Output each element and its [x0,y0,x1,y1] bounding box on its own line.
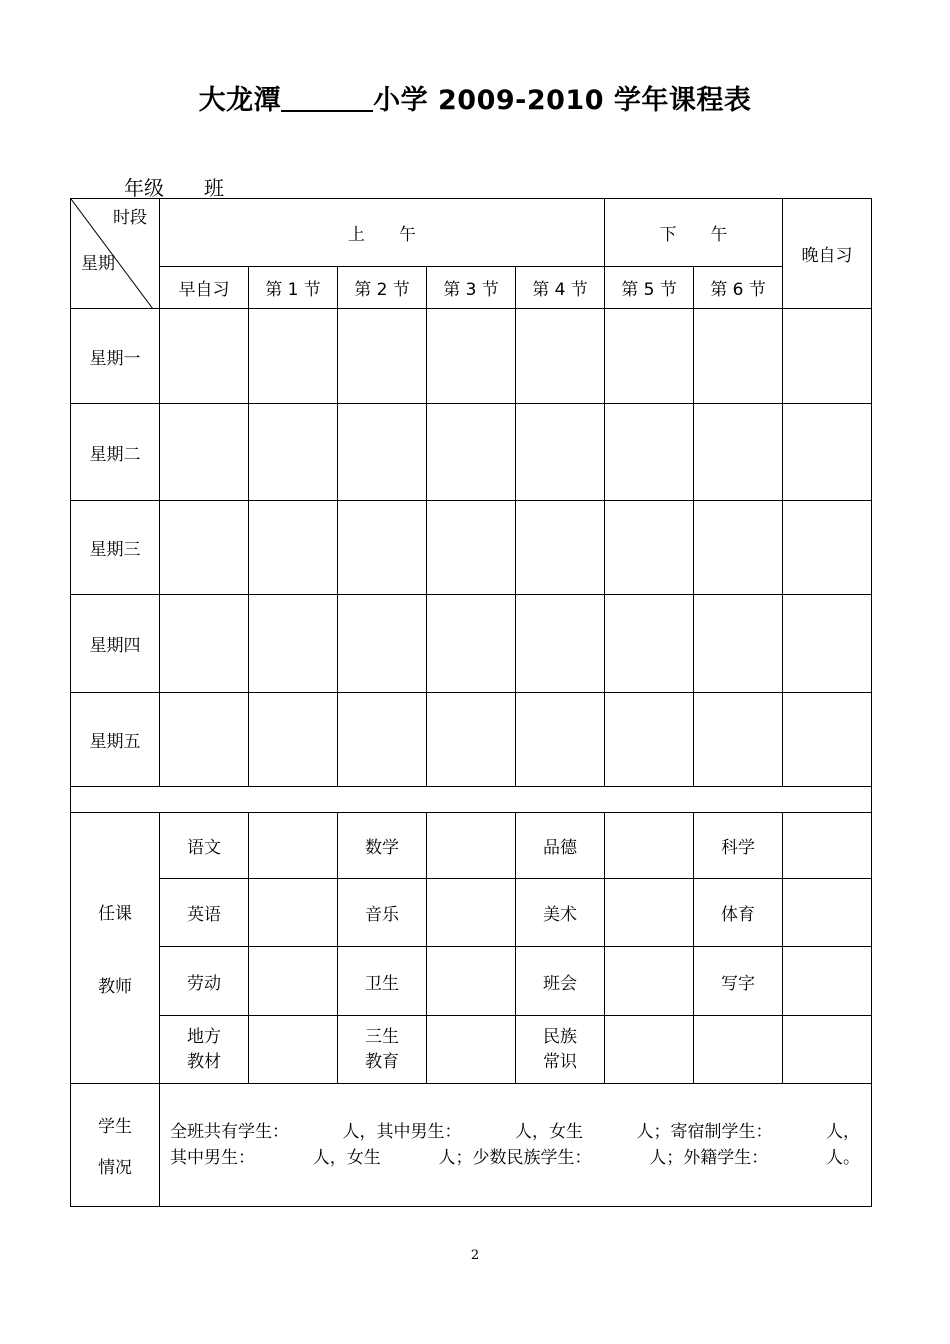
corner-diagonal-cell [71,199,160,309]
day-label: 星期五 [71,693,160,787]
title-prefix: 大龙潭 [198,85,282,116]
student-text: 其中男生： [170,1148,255,1168]
teacher-cell[interactable] [427,879,516,947]
period-header: 第 3 节 [427,267,516,309]
student-label-line1: 学生 [98,1117,132,1137]
schedule-cell[interactable] [338,501,427,595]
teacher-cell[interactable] [783,947,872,1016]
page-title [0,78,950,117]
schedule-cell[interactable] [605,595,694,693]
teacher-cell[interactable] [605,813,694,879]
schedule-cell[interactable] [605,404,694,501]
period-header: 第 2 节 [338,267,427,309]
schedule-cell[interactable] [694,309,783,404]
subject-label-line: 地方 [187,1026,221,1047]
page-number: 2 [470,1248,480,1263]
subject-label: 班会 [516,947,605,1016]
schedule-cell[interactable] [694,595,783,693]
teacher-cell[interactable] [249,947,338,1016]
subject-label: 科学 [694,813,783,879]
subject-label: 美术 [516,879,605,947]
teacher-cell[interactable] [249,879,338,947]
period-header: 第 1 节 [249,267,338,309]
schedule-cell[interactable] [694,501,783,595]
table-row [71,309,872,404]
table-row [71,879,872,947]
weekday-label: 星期 [81,254,115,274]
teacher-section-label [71,813,160,1084]
day-label: 星期四 [71,595,160,693]
student-text: 人，其中男生： [342,1122,462,1142]
teacher-cell[interactable] [605,1016,694,1084]
student-text: 人，女生 [312,1148,381,1168]
schedule-cell[interactable] [338,595,427,693]
afternoon-header: 下 午 [605,199,783,267]
class-label: 班 [204,176,224,200]
grade-class-line [80,172,226,199]
schedule-cell[interactable] [783,501,872,595]
schedule-cell[interactable] [160,693,249,787]
teacher-cell[interactable] [249,813,338,879]
subject-label-empty[interactable] [694,1016,783,1084]
subject-label: 音乐 [338,879,427,947]
schedule-cell[interactable] [427,501,516,595]
schedule-cell[interactable] [338,309,427,404]
teacher-cell[interactable] [605,947,694,1016]
schedule-cell[interactable] [249,501,338,595]
subject-label: 卫生 [338,947,427,1016]
student-info-line [170,1145,860,1171]
subject-label-line: 教材 [187,1051,221,1072]
subject-label-line: 教育 [365,1051,399,1072]
evening-study-header: 晚自习 [783,199,872,309]
time-slot-label: 时段 [113,208,147,228]
schedule-cell[interactable] [249,693,338,787]
schedule-cell[interactable] [516,404,605,501]
table-row [71,813,872,879]
spacer-cell [71,787,872,813]
schedule-cell[interactable] [160,501,249,595]
teacher-label-line1: 任课 [98,904,132,924]
schedule-cell[interactable] [160,595,249,693]
spacer-row [71,787,872,813]
table-row [71,501,872,595]
subject-label: 劳动 [160,947,249,1016]
student-section-label [71,1084,160,1207]
table-row [71,693,872,787]
schedule-cell[interactable] [249,595,338,693]
student-label-line2: 情况 [98,1158,132,1178]
teacher-cell[interactable] [427,1016,516,1084]
subject-label: 英语 [160,879,249,947]
schedule-cell[interactable] [338,693,427,787]
schedule-cell[interactable] [160,404,249,501]
schedule-cell[interactable] [338,404,427,501]
schedule-cell[interactable] [605,693,694,787]
subject-label [160,1016,249,1084]
student-text: 人；外籍学生： [649,1148,769,1168]
student-text: 人。 [826,1148,860,1168]
day-label: 星期三 [71,501,160,595]
schedule-cell[interactable] [605,309,694,404]
schedule-cell[interactable] [249,404,338,501]
schedule-cell[interactable] [427,404,516,501]
student-text: 人；寄宿制学生： [636,1122,773,1142]
table-row [71,595,872,693]
schedule-cell[interactable] [783,595,872,693]
grade-label: 年级 [124,176,164,200]
subject-label: 数学 [338,813,427,879]
teacher-cell[interactable] [249,1016,338,1084]
schedule-cell[interactable] [516,309,605,404]
schedule-cell[interactable] [694,693,783,787]
table-row [71,1084,872,1207]
subject-label: 体育 [694,879,783,947]
student-info-line [170,1119,860,1145]
table-row [71,404,872,501]
student-text: 人，女生 [515,1122,583,1142]
schedule-cell[interactable] [249,309,338,404]
period-header: 第 5 节 [605,267,694,309]
teacher-cell[interactable] [783,813,872,879]
period-header: 第 4 节 [516,267,605,309]
title-suffix: 小学 2009-2010 学年课程表 [373,85,752,116]
student-info-cell[interactable] [160,1084,872,1207]
table-row [71,947,872,1016]
schedule-cell[interactable] [427,595,516,693]
subject-label-line: 常识 [543,1051,577,1072]
period-header: 第 6 节 [694,267,783,309]
subject-label [516,1016,605,1084]
schedule-cell[interactable] [516,595,605,693]
morning-header: 上 午 [160,199,605,267]
subject-label: 写字 [694,947,783,1016]
schedule-cell[interactable] [783,693,872,787]
teacher-label-line2: 教师 [98,977,132,997]
teacher-cell[interactable] [783,1016,872,1084]
schedule-table [70,198,872,1207]
teacher-cell[interactable] [427,947,516,1016]
subject-label-line: 民族 [543,1026,577,1047]
schedule-cell[interactable] [783,309,872,404]
subject-label: 语文 [160,813,249,879]
schedule-cell[interactable] [516,693,605,787]
student-text: 全班共有学生： [170,1122,289,1142]
school-name-blank[interactable] [281,84,373,112]
teacher-cell[interactable] [605,879,694,947]
schedule-cell[interactable] [605,501,694,595]
schedule-cell[interactable] [516,501,605,595]
period-header: 早自习 [160,267,249,309]
day-label: 星期一 [71,309,160,404]
schedule-cell[interactable] [160,309,249,404]
schedule-cell[interactable] [427,693,516,787]
teacher-cell[interactable] [783,879,872,947]
student-text: 人， [826,1122,860,1142]
teacher-cell[interactable] [427,813,516,879]
schedule-cell[interactable] [694,404,783,501]
student-text: 人；少数民族学生： [438,1148,592,1168]
schedule-cell[interactable] [783,404,872,501]
day-label: 星期二 [71,404,160,501]
subject-label-line: 三生 [365,1026,399,1047]
table-row [71,1016,872,1084]
subject-label [338,1016,427,1084]
schedule-cell[interactable] [427,309,516,404]
subject-label: 品德 [516,813,605,879]
